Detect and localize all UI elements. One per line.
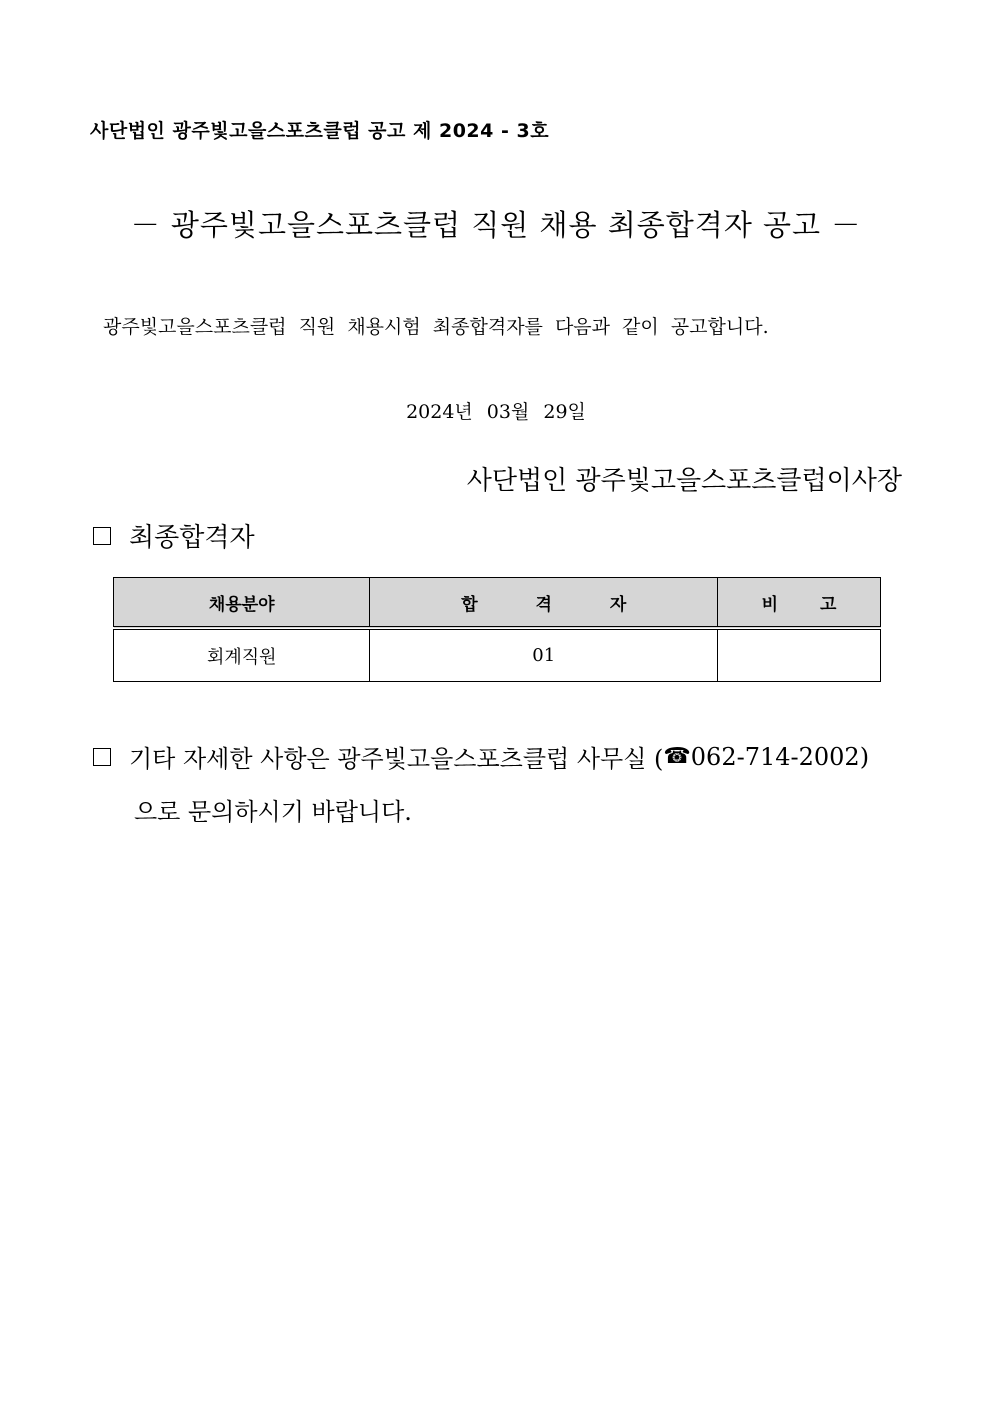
phone-icon: ☎ [663,744,691,769]
intro-paragraph: 광주빛고을스포츠클럽 직원 채용시험 최종합격자를 다음과 같이 공고합니다. [103,316,769,338]
header-applicant: 합 격 자 [370,578,718,629]
checkbox-icon [93,748,111,766]
section-contact [93,739,869,774]
cell-field: 회계직원 [114,628,370,682]
contact-line-continuation: 으로 문의하시기 바랍니다. [134,798,412,826]
notice-number: 사단법인 광주빛고을스포츠클럽 공고 제 2024 - 3호 [90,120,550,142]
section-result-label: 최종합격자 [129,523,255,553]
contact-line-prefix: 기타 자세한 사항은 광주빛고을스포츠클럽 사무실 ( [129,745,664,773]
result-table [113,577,881,682]
section-result-heading [93,517,255,554]
document-title: － 광주빛고을스포츠클럽 직원 채용 최종합격자 공고 － [130,208,862,242]
announcement-date: 2024년 03월 29일 [406,401,586,423]
header-remarks: 비 고 [718,578,881,629]
phone-number: 062-714-2002) [690,742,870,771]
checkbox-icon [93,527,111,545]
header-field: 채용분야 [114,578,370,629]
cell-applicant: 01 [370,628,718,682]
signature: 사단법인 광주빛고을스포츠클럽이사장 [466,466,902,496]
cell-remarks [718,628,881,682]
table-header-row [114,578,881,629]
table-row [114,628,881,682]
